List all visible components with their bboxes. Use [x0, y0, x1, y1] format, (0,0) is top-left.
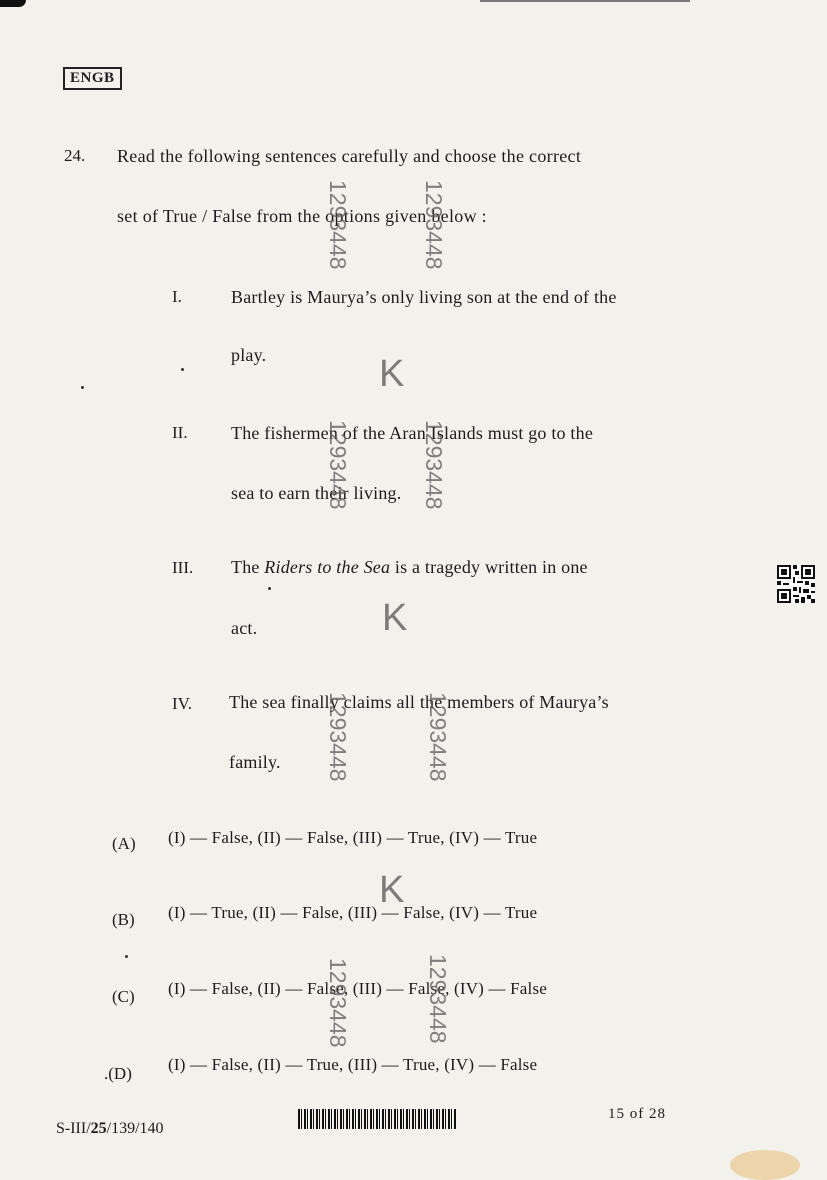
- paper-code-prefix: S-III/: [56, 1120, 91, 1137]
- statement-4-numeral: IV.: [172, 694, 192, 713]
- watermark-letter-2: K: [382, 597, 408, 639]
- paper-code: [56, 1120, 164, 1138]
- option-d-text: (I) — False, (II) — True, (III) — True, (IV) — False: [168, 1055, 538, 1074]
- statement-2-line-1: The fishermen of the Aran Islands must go to the: [231, 423, 594, 443]
- statement-3-numeral: III.: [172, 558, 194, 577]
- watermark-number-8: 1293448: [425, 954, 451, 1044]
- option-a-text: (I) — False, (II) — False, (III) — True, (IV) — True: [168, 828, 538, 847]
- watermark-letter-3: K: [379, 869, 405, 911]
- speck: [125, 955, 128, 958]
- statement-3-line-1-post: is a tragedy written in one: [390, 557, 588, 577]
- paper-smudge: [730, 1150, 800, 1180]
- statement-4-line-2: family.: [229, 752, 281, 772]
- statement-1-numeral: I.: [172, 287, 182, 306]
- statement-3-line-1-pre: The: [231, 557, 265, 577]
- watermark-letter-1: K: [379, 353, 405, 395]
- watermark-number-7: 1293448: [325, 958, 351, 1048]
- paper-code-suffix: /139/140: [106, 1120, 164, 1137]
- option-b-text: (I) — True, (II) — False, (III) — False, (IV) — True: [168, 903, 538, 922]
- speck: [81, 386, 84, 389]
- watermark-number-5: 1293448: [325, 692, 351, 782]
- statement-3-line-1: [231, 557, 588, 578]
- qr-code-icon: [777, 565, 815, 603]
- subject-code-box: ENGB: [63, 67, 122, 90]
- watermark-number-1: 1293448: [325, 180, 351, 270]
- statement-2-numeral: II.: [172, 423, 188, 442]
- watermark-number-4: 1293448: [421, 420, 447, 510]
- paper-code-bold: 25: [90, 1120, 107, 1137]
- question-text-line-1: Read the following sentences carefully and choose the correct: [117, 146, 582, 166]
- statement-4-line-1: The sea finally claims all the members of Maurya’s: [229, 692, 609, 712]
- barcode: [298, 1109, 456, 1129]
- option-d-letter: .(D): [104, 1064, 132, 1083]
- question-number: 24.: [64, 146, 86, 165]
- corner-mark: [0, 0, 26, 7]
- speck: [181, 368, 184, 371]
- play-title: Riders to the Sea: [264, 557, 391, 577]
- statement-2-line-2: sea to earn their living.: [231, 483, 402, 503]
- watermark-number-6: 1293448: [425, 692, 451, 782]
- option-a-letter: (A): [112, 834, 136, 853]
- top-edge-line: [480, 0, 690, 2]
- speck: [268, 587, 271, 590]
- option-b-letter: (B): [112, 910, 135, 929]
- watermark-number-2: 1293448: [421, 180, 447, 270]
- statement-3-line-2: act.: [231, 618, 258, 638]
- statement-1-line-2: play.: [231, 345, 267, 365]
- option-c-text: (I) — False, (II) — False, (III) — False, (IV) — False: [168, 979, 548, 998]
- watermark-number-3: 1293448: [325, 420, 351, 510]
- option-c-letter: (C): [112, 987, 135, 1006]
- question-text-line-2: set of True / False from the options given below :: [117, 206, 487, 226]
- page-number: 15 of 28: [608, 1106, 666, 1122]
- statement-1-line-1: Bartley is Maurya’s only living son at the end of the: [231, 287, 617, 307]
